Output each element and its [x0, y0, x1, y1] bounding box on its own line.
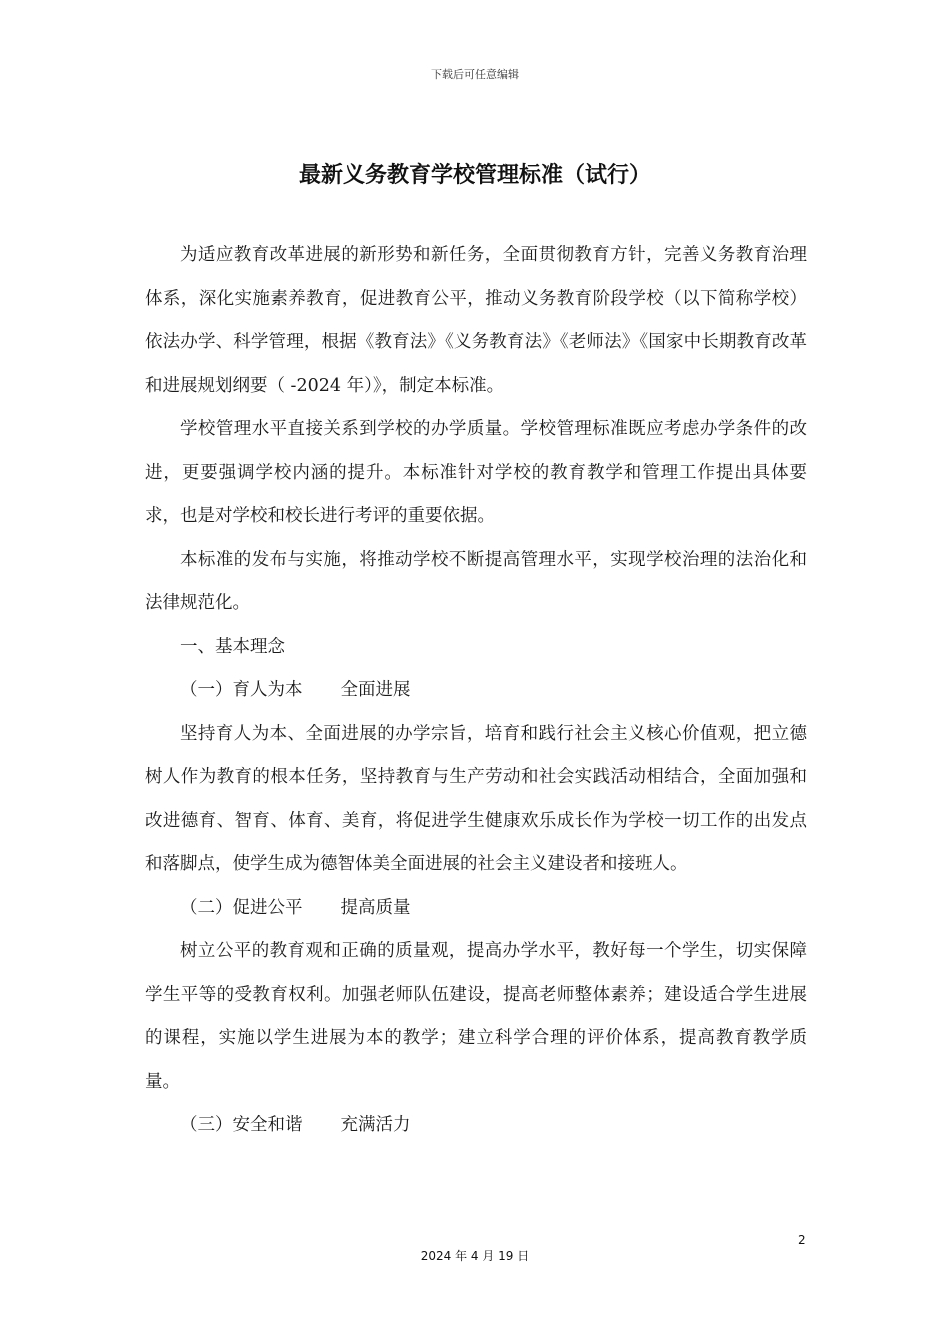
- subsection-label-1: （一）育人为本: [180, 680, 303, 700]
- header-note: 下载后可任意编辑: [431, 68, 519, 81]
- paragraph-intro: 为适应教育改革进展的新形势和新任务，全面贯彻教育方针，完善义务教育治理体系，深化实施素养教育，促进教育公平，推动义务教育阶段学校（以下简称学校）依法办学、科学管理，根据《教育法》《义务教育法》《老师法》《国家中长期教育改革和进展规划纲要（ -2024 年）》，制定本标准。: [145, 245, 807, 396]
- page-number: 2: [798, 1233, 806, 1247]
- paragraph-management: 学校管理水平直接关系到学校的办学质量。学校管理标准既应考虑办学条件的改进，更要强调学校内涵的提升。本标准针对学校的教育教学和管理工作提出具体要求，也是对学校和校长进行考评的重要依据。: [145, 419, 807, 526]
- paragraph-release: 本标准的发布与实施，将推动学校不断提高管理水平，实现学校治理的法治化和法律规范化。: [145, 549, 807, 613]
- subsection-heading-3: [145, 1104, 807, 1148]
- section-heading: 一、基本理念: [180, 636, 285, 657]
- subsection-title-3: 充满活力: [340, 1115, 411, 1135]
- document-body: [145, 234, 807, 1148]
- subsection-body-2: 树立公平的教育观和正确的质量观，提高办学水平，教好每一个学生，切实保障学生平等的受教育权利。加强老师队伍建设，提高老师整体素养；建设适合学生进展的课程，实施以学生进展为本的教学；建立科学合理的评价体系，提高教育教学质量。: [145, 941, 807, 1092]
- subsection-body-1: 坚持育人为本、全面进展的办学宗旨，培育和践行社会主义核心价值观，把立德树人作为教育的根本任务，坚持教育与生产劳动和社会实践活动相结合，全面加强和改进德育、智育、体育、美育，将促进学生健康欢乐成长作为学校一切工作的出发点和落脚点，使学生成为德智体美全面进展的社会主义建设者和接班人。: [145, 723, 807, 874]
- subsection-heading-2: [145, 887, 807, 931]
- subsection-title-1: 全面进展: [340, 680, 411, 700]
- subsection-label-3: （三）安全和谐: [180, 1115, 303, 1135]
- subsection-title-2: 提高质量: [340, 897, 411, 918]
- subsection-label-2: （二）促进公平: [180, 897, 303, 918]
- subsection-heading-1: [145, 669, 807, 713]
- document-title: 最新义务教育学校管理标准（试行）: [298, 163, 651, 188]
- footer-date: 2024 年 4 月 19 日: [420, 1249, 530, 1263]
